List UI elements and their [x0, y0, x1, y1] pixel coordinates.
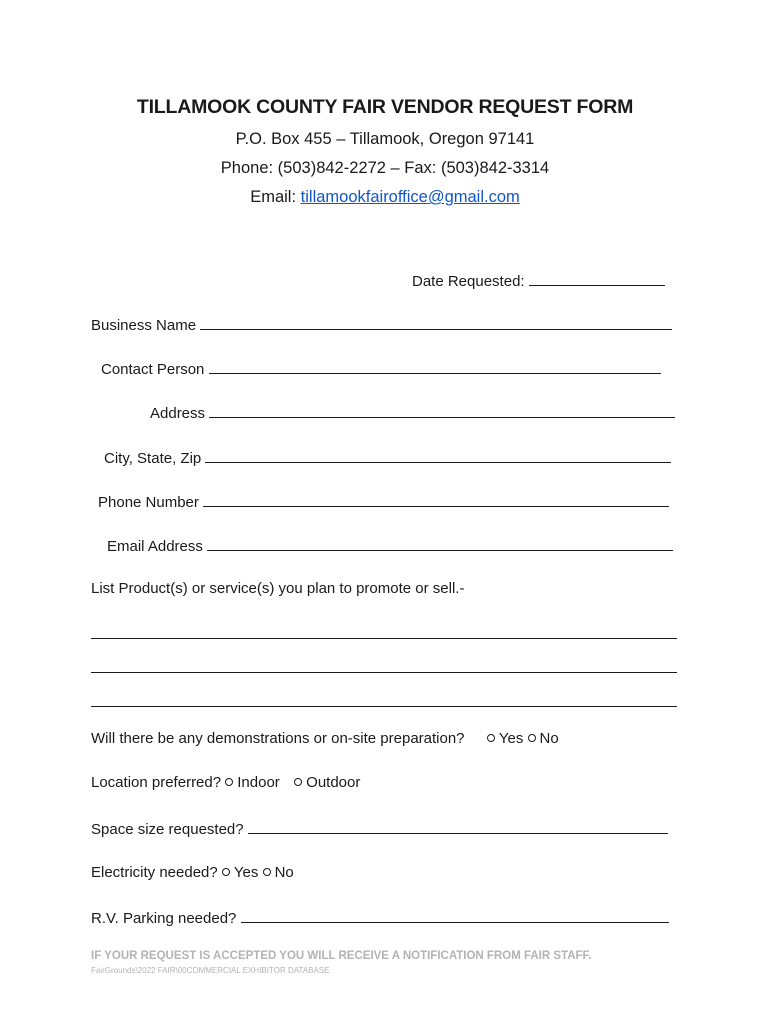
business-name-label: Business Name	[91, 317, 197, 334]
email-link[interactable]: tillamookfairoffice@gmail.com	[300, 188, 520, 206]
space-size-field[interactable]	[248, 819, 668, 834]
electricity-no-option[interactable]: No	[263, 864, 294, 881]
radio-circle-icon	[225, 778, 233, 786]
mailing-address: P.O. Box 455 – Tillamook, Oregon 97141	[235, 130, 535, 148]
radio-circle-icon	[222, 868, 230, 876]
business-name-field[interactable]	[200, 315, 672, 330]
electricity-yes-option[interactable]: Yes	[222, 864, 258, 881]
phone-fax: Phone: (503)842-2272 – Fax: (503)842-3314	[220, 159, 550, 177]
email-label: Email:	[250, 188, 301, 206]
demonstrations-no-option[interactable]: No	[528, 730, 559, 747]
phone-number-row	[98, 492, 669, 511]
file-path: FairGrounds\2022 FAIR\00COMMERCIAL EXHIBITOR DATABASE	[91, 966, 330, 975]
location-outdoor-option[interactable]: Outdoor	[294, 774, 360, 791]
electricity-label: Electricity needed?	[91, 864, 218, 881]
products-line-1[interactable]	[91, 637, 677, 639]
email-address-field[interactable]	[207, 536, 673, 551]
contact-person-label: Contact Person	[101, 361, 205, 378]
business-name-row	[91, 315, 672, 334]
form-title: TILLAMOOK COUNTY FAIR VENDOR REQUEST FORM	[136, 96, 634, 118]
demonstrations-label: Will there be any demonstrations or on-site preparation?	[91, 730, 465, 747]
phone-number-field[interactable]	[203, 492, 669, 507]
address-label: Address	[150, 405, 206, 422]
location-indoor-option[interactable]: Indoor	[225, 774, 280, 791]
city-state-zip-field[interactable]	[205, 448, 671, 463]
space-size-row	[91, 819, 668, 838]
email-address-label: Email Address	[107, 538, 203, 555]
radio-circle-icon	[487, 734, 495, 742]
rv-parking-label: R.V. Parking needed?	[91, 910, 237, 927]
email-address-row	[107, 536, 673, 555]
radio-circle-icon	[263, 868, 271, 876]
radio-circle-icon	[528, 734, 536, 742]
date-requested-label: Date Requested:	[412, 273, 525, 290]
date-requested-field[interactable]	[529, 271, 665, 286]
city-state-zip-row	[104, 448, 671, 467]
demonstrations-row	[91, 730, 559, 747]
products-line-2[interactable]	[91, 671, 677, 673]
email-line	[0, 188, 770, 207]
address-field[interactable]	[209, 403, 675, 418]
location-row	[91, 774, 360, 791]
rv-parking-row	[91, 908, 669, 927]
demonstrations-yes-option[interactable]: Yes	[487, 730, 523, 747]
acceptance-notice: IF YOUR REQUEST IS ACCEPTED YOU WILL RECEIVE A NOTIFICATION FROM FAIR STAFF.	[91, 950, 592, 962]
radio-circle-icon	[294, 778, 302, 786]
products-prompt: List Product(s) or service(s) you plan to promote or sell.-	[91, 580, 465, 597]
phone-number-label: Phone Number	[98, 494, 199, 511]
space-size-label: Space size requested?	[91, 821, 244, 838]
rv-parking-field[interactable]	[241, 908, 669, 923]
contact-person-row	[101, 359, 661, 378]
address-row	[150, 403, 675, 422]
products-line-3[interactable]	[91, 705, 677, 707]
location-label: Location preferred?	[91, 774, 222, 791]
date-requested-row	[412, 271, 665, 290]
electricity-row	[91, 864, 294, 881]
contact-person-field[interactable]	[209, 359, 661, 374]
city-state-zip-label: City, State, Zip	[104, 450, 202, 467]
